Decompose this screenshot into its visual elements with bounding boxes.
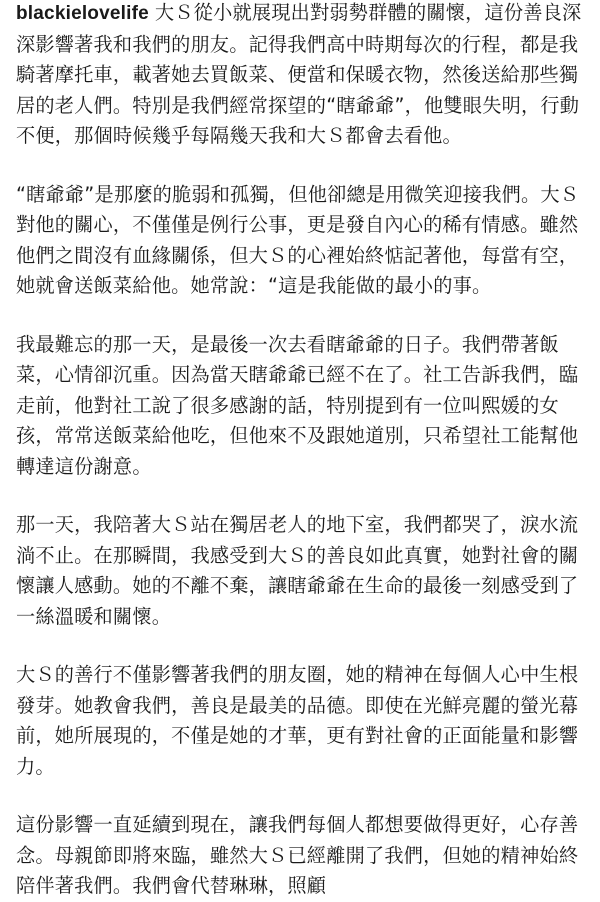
caption-paragraph-1 <box>16 0 591 152</box>
caption-paragraph-3: 我最難忘的那一天，是最後一次去看瞎爺爺的日子。我們帶著飯菜，心情卻沉重。因為當天瞎爺爺已經不在了。社工告訴我們，臨走前，他對社工說了很多感謝的話，特別提到有一位叫熙媛的女孩，常常送飯菜給他吃，但他來不及跟她道別，只希望社工能幫他轉達這份謝意。 <box>16 332 579 478</box>
caption-paragraph-5: 大Ｓ的善行不僅影響著我們的朋友圈，她的精神在每個人心中生根發芽。她教會我們，善良是最美的品德。即使在光鮮亮麗的螢光幕前，她所展現的，不僅是她的才華，更有對社會的正面能量和影響力。 <box>16 663 579 778</box>
caption-paragraph-4: 那一天，我陪著大Ｓ站在獨居老人的地下室，我們都哭了，淚水流淌不止。在那瞬間，我感受到大Ｓ的善良如此真實，她對社會的關懷讓人感動。她的不離不棄，讓瞎爺爺在生命的最後一刻感受到了一絲溫暖和關懷。 <box>16 513 579 628</box>
username-link[interactable]: blackielovelife <box>16 3 149 24</box>
caption-paragraph-2: “瞎爺爺”是那麼的脆弱和孤獨，但他卻總是用微笑迎接我們。大Ｓ對他的關心，不僅僅是例行公事，更是發自內心的稀有情感。雖然他們之間沒有血緣關係，但大Ｓ的心裡始終惦記著他，每當有空，她就會送飯菜給他。她常說：“這是我能做的最小的事。 <box>16 182 580 297</box>
post-caption <box>16 0 591 902</box>
caption-paragraph-6: 這份影響一直延續到現在，讓我們每個人都想要做得更好，心存善念。母親節即將來臨，雖然大Ｓ已經離開了我們，但她的精神始終陪伴著我們。我們會代替琳琳，照顧 <box>16 813 579 897</box>
caption-text: 大Ｓ從小就展現出對弱勢群體的關懷，這份善良深深影響著我和我們的朋友。記得我們高中時期每次的行程，都是我騎著摩托車，載著她去買飯菜、便當和保暖衣物，然後送給那些獨居的老人們。特別是我們經常探望的“瞎爺爺”，他雙眼失明，行動不便，那個時候幾乎每隔幾天我和大Ｓ都會去看他。 <box>16 1 582 147</box>
